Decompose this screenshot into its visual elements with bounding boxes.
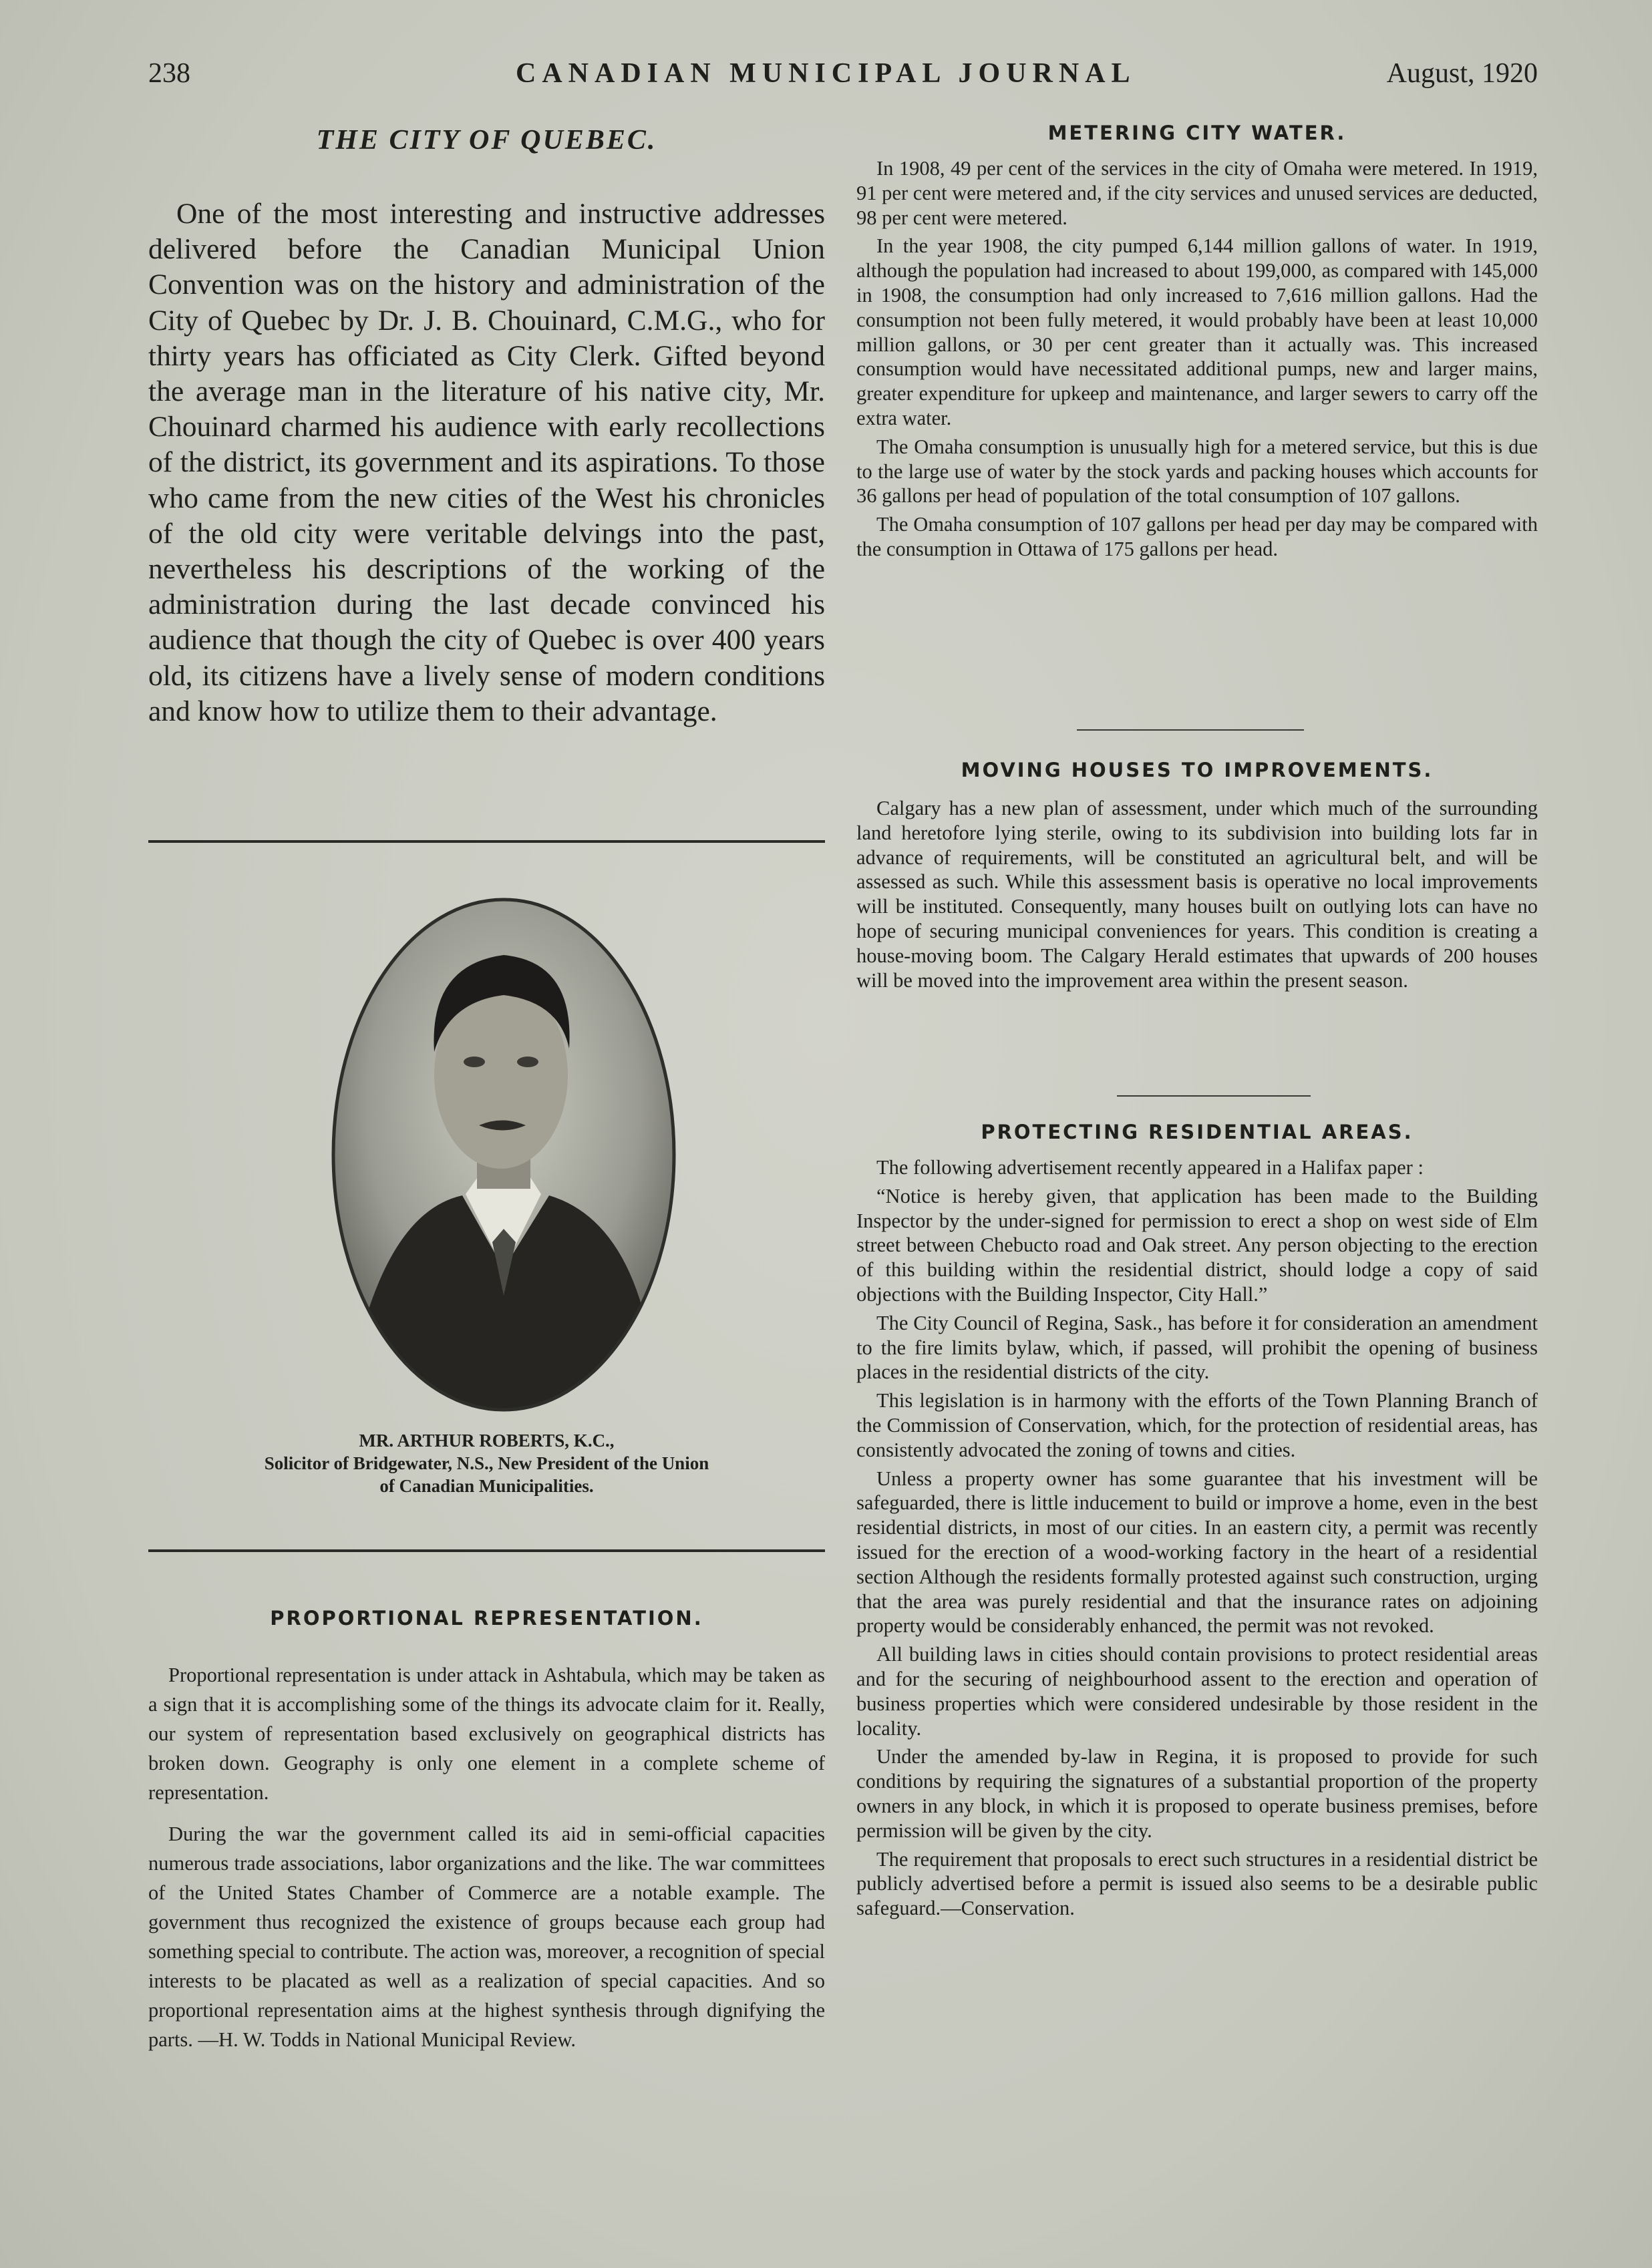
article-title: METERING CITY WATER. — [1047, 122, 1347, 144]
section-divider — [148, 840, 825, 843]
article-paragraph: The following advertisement recently appeared in a Halifax paper : — [876, 1156, 1424, 1179]
article-metering-city-water — [856, 122, 1538, 566]
section-divider — [148, 1549, 825, 1552]
article-paragraph: Unless a property owner has some guarantee that his investment will be safeguarded, there is little inducement to build or improve a home, even in the best residential districts, in most of our cities. In an eastern city, a permit was recently issued for the erection of a wood-working factory in the heart of a residential section Although the residents formally protested against such construction, urging that the area was purely residential and that the insurance rates on adjoining property would be considerably enhanced, the permit was not revoked. — [856, 1467, 1538, 1638]
caption-line: Solicitor of Bridgewater, N.S., New President of the Union — [264, 1453, 709, 1473]
short-divider — [1077, 729, 1304, 731]
article-proportional-representation — [148, 1607, 825, 2066]
article-paragraph: In 1908, 49 per cent of the services in the city of Omaha were metered. In 1919, 91 per cent were metered and, if the city services and unused services are deducted, 98 per cent were metered. — [856, 157, 1538, 229]
article-paragraph: The Omaha consumption is unusually high for a metered service, but this is due to the large use of water by the stock yards and packing houses which accounts for 36 gallons per head of population of the total consumption of 107 gallons. — [856, 435, 1538, 508]
issue-date: August, 1920 — [1386, 58, 1538, 89]
article-paragraph: The Omaha consumption of 107 gallons per head per day may be compared with the consumption in Ottawa of 175 gallons per head. — [856, 513, 1538, 560]
article-title: PROPORTIONAL REPRESENTATION. — [270, 1607, 703, 1630]
article-paragraph: The requirement that proposals to erect such structures in a residential district be publicly advertised before a permit is issued also seems to be a desirable public safeguard.—Conservation. — [856, 1847, 1538, 1920]
caption-line: MR. ARTHUR ROBERTS, K.C., — [359, 1431, 615, 1451]
article-paragraph: In the year 1908, the city pumped 6,144 million gallons of water. In 1919, although the population had increased to about 199,000, as compared with 145,000 in 1908, the consumption had only increased to 7,616 million gallons. Had the consumption not been fully metered, it would probably have been at least 10,000 million gallons, or 30 per cent greater than it actually was. This increased consumption would have necessitated additional pumps, new and larger mains, greater expenditure for upkeep and maintenance, and larger sewers to carry off the extra water. — [856, 234, 1538, 429]
portrait-caption — [148, 1429, 825, 1497]
short-divider — [1117, 1095, 1311, 1097]
article-city-of-quebec — [148, 124, 825, 729]
article-paragraph: Proportional representation is under attack in Ashtabula, which may be taken as a sign that it is accomplishing some of the things its advocate claim for it. Really, our system of representation based exclusively on geographical districts has broken down. Geography is only one element in a complete scheme of representation. — [148, 1664, 825, 1804]
article-paragraph: The City Council of Regina, Sask., has before it for consideration an amendment to the fire limits bylaw, which, if passed, will prohibit the opening of business places in the residential districts of the city. — [856, 1311, 1538, 1384]
journal-title: CANADIAN MUNICIPAL JOURNAL — [516, 58, 1136, 89]
article-paragraph: During the war the government called its aid in semi-official capacities numerous trade associations, labor organizations and the like. The war committees of the United States Chamber of Commerce are a notable example. The government thus recognized the existence of groups because each group had something special to contribute. The action was, moreover, a recognition of special interests to be placated as well as a realization of special capacities. And so proportional representation aims at the highest synthesis through dignifying the parts. —H. W. Todds in National Municipal Review. — [148, 1823, 825, 2051]
article-paragraph: “Notice is hereby given, that application has been made to the Building Inspector by the under-signed for permission to erect a shop on west side of Elm street between Chebucto road and Oak street. Any person objecting to the erection of this building within the residential district, should lodge a copy of said objections with the Building Inspector, City Hall.” — [856, 1184, 1538, 1306]
page-header — [148, 57, 1538, 98]
article-paragraph: All building laws in cities should contain provisions to protect residential areas and for the securing of neighbourhood assent to the erection and operation of business properties which were considered undesirable by those resident in the locality. — [856, 1643, 1538, 1740]
article-paragraph: Calgary has a new plan of assessment, under which much of the surrounding land heretofore lying sterile, owing to its subdivision into building lots far in advance of requirements, will be constituted an agricultural belt, and will be assessed as such. While this assessment basis is operative no local improvements will be instituted. Consequently, many houses built on outlying lots can have no hope of securing municipal conveniences for years. This condition is creating a house-moving boom. The Calgary Herald estimates that upwards of 200 houses will be moved into the improvement area within the present season. — [856, 797, 1538, 992]
article-title: PROTECTING RESIDENTIAL AREAS. — [981, 1121, 1414, 1143]
article-title: MOVING HOUSES TO IMPROVEMENTS. — [961, 759, 1434, 781]
article-protecting-residential-areas — [856, 1121, 1538, 1925]
portrait-photo — [329, 895, 679, 1414]
article-moving-houses — [856, 759, 1538, 996]
article-body: One of the most interesting and instructive addresses delivered before the Canadian Municipal Union Convention was on the history and administration of the City of Quebec by Dr. J. B. Chouinard, C.M.G., who for thirty years has officiated as City Clerk. Gifted beyond the average man in the literature of his native city, Mr. Chouinard charmed his audience with early recollections of the district, its government and its aspirations. To those who came from the new cities of the West his chronicles of the old city were veritable delvings into the past, nevertheless his descriptions of the working of the administration during the last decade convinced his audience that though the city of Quebec is over 400 years old, its citizens have a lively sense of modern conditions and know how to utilize them to their advantage. — [148, 198, 825, 727]
article-paragraph: Under the amended by-law in Regina, it is proposed to provide for such conditions by requiring the signatures of a substantial proportion of the property owners in any block, in which it is proposed to operate business premises, before permission will be given by the city. — [856, 1745, 1538, 1842]
page-number: 238 — [148, 58, 190, 89]
article-paragraph: This legislation is in harmony with the efforts of the Town Planning Branch of the Commission of Conservation, which, for the protection of residential areas, has consistently advocated the zoning of towns and cities. — [856, 1389, 1538, 1461]
caption-line: of Canadian Municipalities. — [379, 1476, 594, 1496]
article-title: THE CITY OF QUEBEC. — [316, 125, 657, 156]
